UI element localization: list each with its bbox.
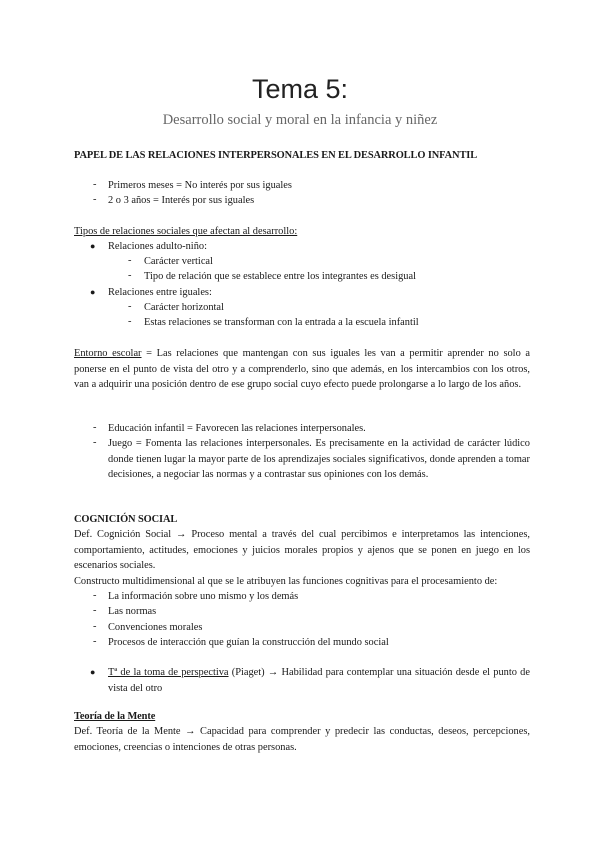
dot-bullet: ●	[90, 241, 96, 251]
list-item: Juego = Fomenta las relaciones interpersonales. Es precisamente en la actividad de carácter lúdico donde tienen lugar la mayor parte de los aprendizajes sociales significativos, donde aprenden a tomar decisiones, a negociar las normas y a contrastar sus opiniones con los demás.	[108, 438, 530, 481]
section-heading-teoria-mente: Teoría de la Mente	[74, 711, 156, 722]
entorno-paragraph	[74, 346, 530, 393]
list-item: 2 o 3 años = Interés por sus iguales	[108, 195, 255, 206]
construct-text: Constructo multidimensional al que se le atribuyen las funciones cognitivas para el procesamiento de:	[74, 576, 498, 587]
perspective-label: Tª de la toma de perspectiva	[108, 667, 229, 678]
dash-bullet: -	[128, 316, 132, 327]
list-item: Tipo de relación que se establece entre los integrantes es desigual	[144, 271, 416, 282]
list-item: Carácter vertical	[144, 256, 213, 267]
dash-bullet: -	[93, 621, 97, 632]
section-heading-relaciones: PAPEL DE LAS RELACIONES INTERPERSONALES EN EL DESARROLLO INFANTIL	[74, 150, 478, 161]
list-item: Educación infantil = Favorecen las relaciones interpersonales.	[108, 423, 366, 434]
page-subtitle: Desarrollo social y moral en la infancia y niñez	[162, 112, 438, 128]
teoria-mente-definition: Def. Teoría de la Mente → Capacidad para comprender y predecir las conductas, deseos, percepciones, emociones, creencias o intenciones de otras personas.	[74, 726, 530, 753]
dash-bullet: -	[128, 255, 132, 266]
dash-bullet: -	[93, 590, 97, 601]
list-item: Relaciones adulto-niño:	[108, 241, 207, 252]
list-item: Estas relaciones se transforman con la entrada a la escuela infantil	[144, 317, 419, 328]
section-heading-cognicion: COGNICIÓN SOCIAL	[74, 514, 178, 525]
types-title: Tipos de relaciones sociales que afectan al desarrollo:	[74, 226, 298, 237]
dash-bullet: -	[93, 422, 97, 433]
list-item: La información sobre uno mismo y los demás	[108, 591, 299, 602]
dash-bullet: -	[93, 605, 97, 616]
list-item: Relaciones entre iguales:	[108, 287, 212, 298]
list-item: Primeros meses = No interés por sus iguales	[108, 180, 292, 191]
dash-bullet: -	[93, 437, 97, 448]
dash-bullet: -	[93, 179, 97, 190]
cognicion-definition: Def. Cognición Social → Proceso mental a través del cual percibimos e interpretamos las intenciones, comportamiento, actitudes, emociones y juicios morales propios y ajenos que se ponen en juego en los escenarios sociales.	[74, 529, 530, 572]
list-item: Convenciones morales	[108, 622, 203, 633]
list-item: Procesos de interacción que guían la construcción del mundo social	[108, 637, 389, 648]
dash-bullet: -	[128, 301, 132, 312]
entorno-text: = Las relaciones que mantengan con sus iguales les van a permitir aprender no solo a ponerse en el punto de vista del otro y a comprenderlo, sino que además, en los intercambios con los otros, van a adquirir una posición dentro de ese grupo social cuyo efecto puede prolongarse a lo largo de los años.	[74, 348, 530, 391]
dash-bullet: -	[128, 270, 132, 281]
list-item: Carácter horizontal	[144, 302, 224, 313]
perspective-item	[108, 665, 530, 696]
page-title: Tema 5:	[251, 74, 349, 104]
dot-bullet: ●	[90, 667, 96, 677]
list-item: Las normas	[108, 606, 157, 617]
entorno-label: Entorno escolar	[74, 348, 142, 359]
dash-bullet: -	[93, 636, 97, 647]
dash-bullet: -	[93, 194, 97, 205]
perspective-text: (Piaget) → Habilidad para contemplar una situación desde el punto de vista del otro	[108, 667, 530, 694]
dot-bullet: ●	[90, 287, 96, 297]
